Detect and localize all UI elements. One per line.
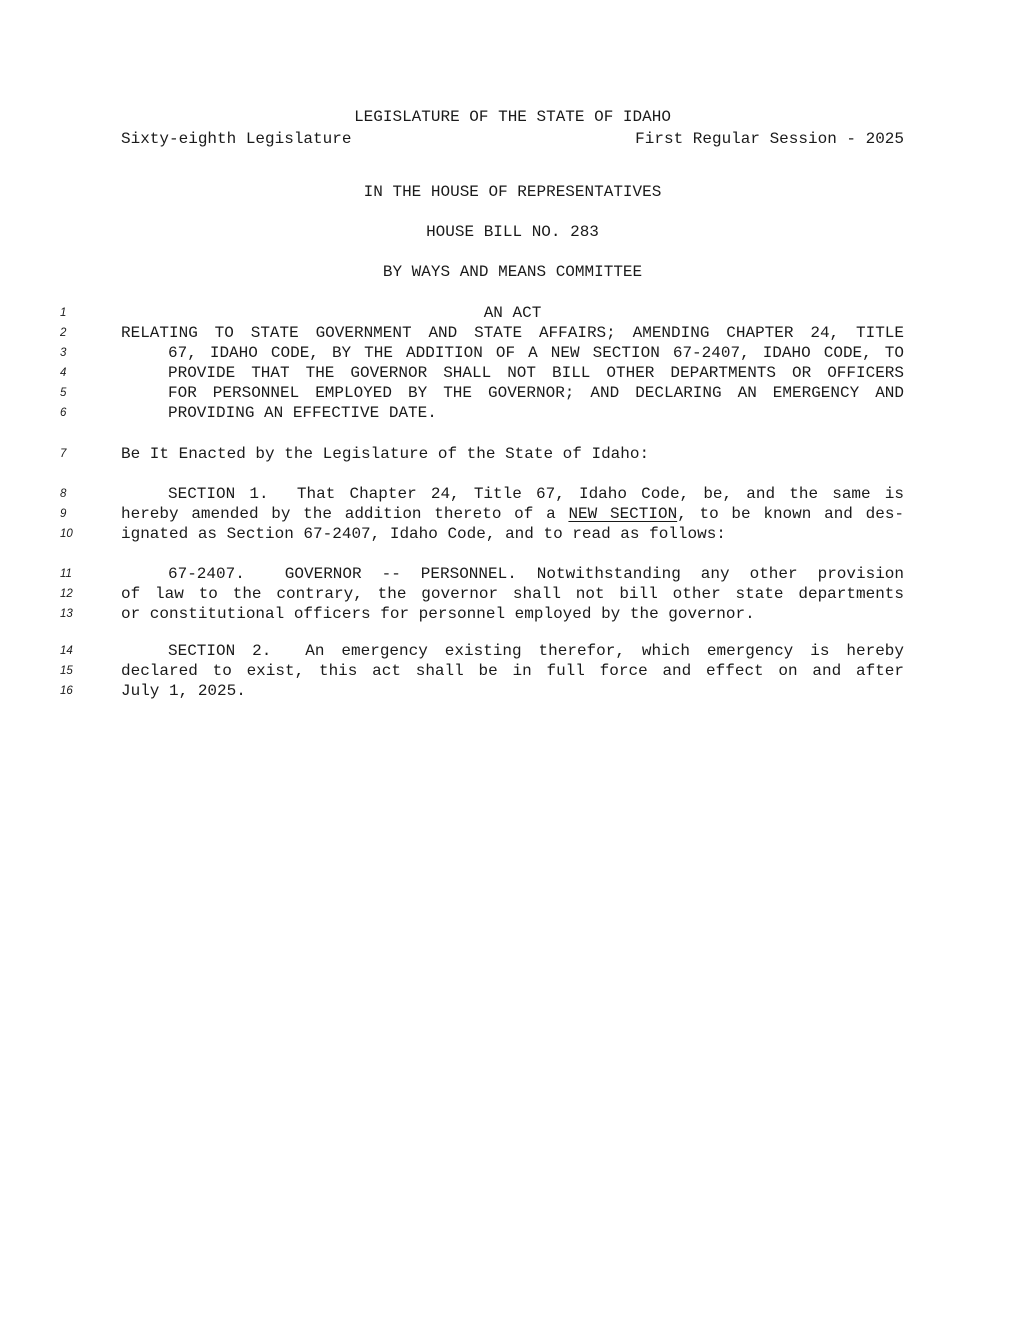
line-number: 15	[60, 665, 73, 677]
line-number: 10	[60, 528, 73, 540]
sponsor-line: BY WAYS AND MEANS COMMITTEE	[382, 263, 643, 281]
new-section-line: or constitutional officers for personnel employed by the governor.	[121, 605, 755, 623]
line-number: 8	[60, 488, 67, 500]
line-number: 4	[60, 367, 67, 379]
section-2-line: SECTION 2. An emergency existing therefor, which emergency is hereby	[168, 642, 904, 660]
session-label: First Regular Session - 2025	[635, 130, 904, 148]
line-number: 3	[60, 347, 67, 359]
section-1-line: ignated as Section 67-2407, Idaho Code, and to read as follows:	[121, 525, 726, 543]
relating-clause-line: PROVIDE THAT THE GOVERNOR SHALL NOT BILL OTHER DEPARTMENTS OR OFFICERS	[168, 364, 904, 382]
line-number: 6	[60, 407, 67, 419]
line-number: 16	[60, 685, 73, 697]
line-number: 1	[60, 307, 67, 319]
legislature-heading: LEGISLATURE OF THE STATE OF IDAHO	[354, 108, 671, 126]
line-number: 11	[60, 568, 72, 580]
new-section-marker: NEW SECTION	[568, 505, 678, 523]
section-2-line: July 1, 2025.	[121, 682, 246, 700]
line-number: 13	[60, 608, 73, 620]
section-1-line	[121, 504, 904, 524]
section-1-text: hereby amended by the addition thereto of a	[121, 505, 569, 523]
line-number: 7	[60, 448, 67, 460]
legislature-number: Sixty-eighth Legislature	[121, 130, 352, 148]
line-number: 2	[60, 327, 67, 339]
enacting-clause: Be It Enacted by the Legislature of the State of Idaho:	[121, 445, 650, 463]
new-section-line: 67-2407. GOVERNOR -- PERSONNEL. Notwithstanding any other provision	[168, 565, 904, 583]
relating-clause-line: FOR PERSONNEL EMPLOYED BY THE GOVERNOR; AND DECLARING AN EMERGENCY AND	[168, 384, 904, 402]
section-1-text: , to be known and des-	[677, 505, 905, 523]
chamber-heading: IN THE HOUSE OF REPRESENTATIVES	[363, 183, 662, 201]
line-number: 5	[60, 387, 67, 399]
line-number: 9	[60, 508, 67, 520]
relating-clause-line: 67, IDAHO CODE, BY THE ADDITION OF A NEW SECTION 67-2407, IDAHO CODE, TO	[168, 344, 904, 362]
new-section-line: of law to the contrary, the governor shall not bill other state departments	[121, 585, 904, 603]
relating-clause-line: RELATING TO STATE GOVERNMENT AND STATE AFFAIRS; AMENDING CHAPTER 24, TITLE	[121, 324, 904, 342]
line-number: 12	[60, 588, 73, 600]
bill-number: HOUSE BILL NO. 283	[426, 223, 599, 241]
relating-clause-line: PROVIDING AN EFFECTIVE DATE.	[168, 404, 437, 422]
section-1-line: SECTION 1. That Chapter 24, Title 67, Idaho Code, be, and the same is	[168, 485, 904, 503]
act-title: AN ACT	[483, 304, 542, 322]
section-2-line: declared to exist, this act shall be in full force and effect on and after	[121, 662, 904, 680]
line-number: 14	[60, 645, 73, 657]
